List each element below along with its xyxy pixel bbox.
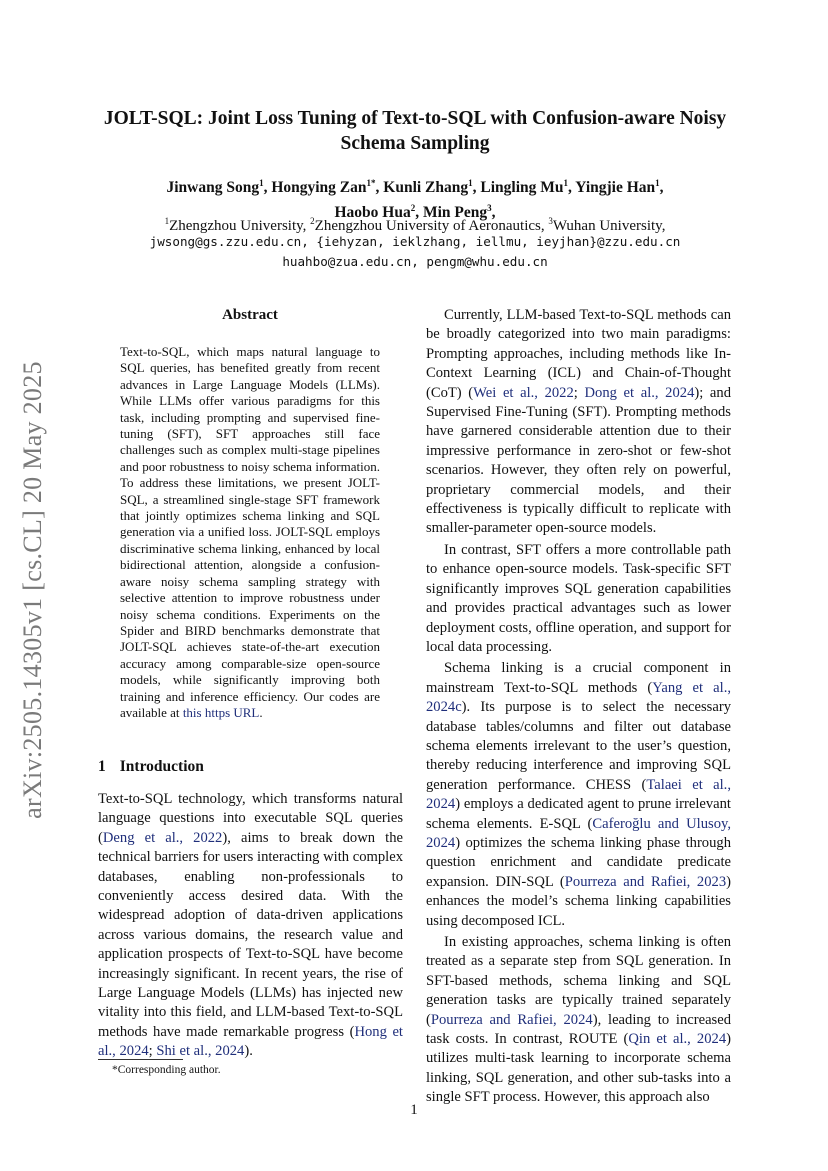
page-number: 1 bbox=[410, 1102, 418, 1118]
arxiv-identifier: arXiv:2505.14305v1 [cs.CL] 20 May 2025 bbox=[18, 361, 47, 819]
citation-link[interactable]: Shi et al., 2024 bbox=[156, 1043, 245, 1060]
author: Min Peng$^3$ bbox=[422, 203, 492, 222]
author: Hongying Zan$^{1*}$ bbox=[271, 178, 376, 197]
paper-title: JOLT-SQL: Joint Loss Tuning of Text-to-SQL with Confusion-aware Noisy Schema Sampling bbox=[103, 108, 727, 154]
section-heading: 1 Introduction bbox=[98, 758, 204, 775]
abstract-heading: Abstract bbox=[222, 307, 278, 323]
citation-link[interactable]: Hong et al., 2024 bbox=[98, 1023, 403, 1060]
footnote: *Corresponding author. bbox=[112, 1064, 221, 1076]
footnote-rule bbox=[98, 1059, 183, 1060]
citation-link[interactable]: Dong et al., 2024 bbox=[584, 384, 695, 401]
citation-link[interactable]: Wei et al., 2022 bbox=[473, 384, 574, 401]
email-line: huahbo@zua.edu.cn, pengm@whu.edu.cn bbox=[282, 254, 548, 269]
author: Yingjie Han$^1$ bbox=[575, 178, 660, 197]
paragraph: Currently, LLM-based Text-to-SQL methods can be broadly categorized into two main paradigms: Prompting approaches, including methods like In-Context Learning (ICL) and Chain-of-Thought (CoT) (Wei et al., 2022; Dong et al., 2024); and Supervised Fine-Tuning (SFT). Prompting methods have garnered considerable attention due to their impressive performance in zero-shot or few-shot scenarios. However, they often rely on powerful, proprietary commercial models, and their effectiveness is typically difficult to replicate with smaller-parameter open-source models. bbox=[426, 307, 731, 537]
code-link[interactable]: this https URL bbox=[182, 704, 260, 720]
citation-link[interactable]: Caferoğlu and Ulusoy, 2024 bbox=[426, 815, 731, 851]
abstract-body: Text-to-SQL, which maps natural language to SQL queries, has benefited greatly from recent advances in Large Language Models (LLMs). While LLMs offer various paradigms for this task, including prompting and supervised fine-tuning (SFT), SFT approaches still face challenges such as complex multi-stage pipelines and poor robustness to noisy schema information. To address these limitations, we present JOLT-SQL, a streamlined single-stage SFT framework that jointly optimizes schema linking and SQL generation via a unified loss. JOLT-SQL employs discriminative schema linking, enhanced by local bidirectional attention, alongside a confusion-aware noisy schema sampling strategy with selective attention to improve robustness under noisy schema conditions. Experiments on the Spider and BIRD benchmarks demonstrate that JOLT-SQL achieves state-of-the-art execution accuracy among comparable-size open-source models, while significantly improving both training and inference efficiency. Our codes are available at this https URL. bbox=[120, 344, 380, 720]
author: Lingling Mu$^1$ bbox=[480, 178, 569, 197]
intro-column-left bbox=[98, 790, 403, 1062]
citation-link[interactable]: Deng et al., 2022 bbox=[102, 829, 223, 846]
citation-link[interactable]: Pourreza and Rafiei, 2023 bbox=[564, 873, 727, 890]
paragraph: In existing approaches, schema linking is often treated as a separate step from SQL generation. In SFT-based methods, schema linking and SQL generation tasks are typically trained separately (Pourreza and Rafiei, 2024), leading to increased task costs. In contrast, ROUTE (Qin et al., 2024) utilizes multi-task learning to incorporate schema linking, SQL generation, and other sub-tasks into a single SFT process. However, this approach also bbox=[426, 934, 732, 1106]
paragraph: In contrast, SFT offers a more controllable path to enhance open-source models. Task-specific SFT significantly improves SQL generation capabilities and provides practical advantages such as lower deployment costs, offline operation, and support for local data processing. bbox=[426, 541, 731, 655]
citation-link[interactable]: Pourreza and Rafiei, 2024 bbox=[430, 1011, 593, 1028]
author-list: Jinwang Song$^1$, Hongying Zan$^{1*}$, Kunli Zhang$^1$, Lingling Mu$^1$, Yingjie Han$^1$, Haobo Hua$^2$, Min Peng$^3$, bbox=[166, 178, 664, 222]
intro-column-right bbox=[426, 306, 731, 1110]
author: Kunli Zhang$^1$ bbox=[383, 178, 473, 197]
paragraph: Schema linking is a crucial component in mainstream Text-to-SQL methods (Yang et al., 2024c). Its purpose is to select the necessary database tables/columns and filter out database schema elements irrelevant to the user’s question, thereby reducing interference and improving SQL generation performance. CHESS (Talaei et al., 2024) employs a dedicated agent to prune irrelevant schema elements. E-SQL (Caferoğlu and Ulusoy, 2024) optimizes the schema linking phase through question enrichment and candidate predicate expansion. DIN-SQL (Pourreza and Rafiei, 2023) enhances the model’s schema linking capabilities using decomposed ICL. bbox=[426, 660, 732, 929]
paragraph: Text-to-SQL technology, which transforms natural language questions into executable SQL queries (Deng et al., 2022), aims to break down the technical barriers for users interacting with complex databases, enabling non-professionals to conveniently access desired data. With the widespread adoption of data-driven applications across various domains, the research value and application prospects of Text-to-SQL have become increasingly significant. In recent years, the rise of Large Language Models (LLMs) has injected new vitality into this field, and LLM-based Text-to-SQL methods have made remarkable progress (Hong et al., 2024; Shi et al., 2024). bbox=[98, 791, 403, 1060]
citation-link[interactable]: Talaei et al., 2024 bbox=[426, 776, 731, 813]
affiliations: $^1$Zhengzhou University, $^2$Zhengzhou University of Aeronautics, $^3$Wuhan University, bbox=[164, 216, 666, 234]
citation-link[interactable]: Yang et al., 2024c bbox=[426, 679, 732, 716]
citation-link[interactable]: Qin et al., 2024 bbox=[628, 1031, 727, 1048]
email-line: jwsong@gs.zzu.edu.cn, {iehyzan, ieklzhang, iellmu, ieyjhan}@zzu.edu.cn bbox=[149, 234, 681, 249]
author: Haobo Hua$^2$ bbox=[334, 203, 416, 222]
author: Jinwang Song$^1$ bbox=[166, 178, 264, 197]
